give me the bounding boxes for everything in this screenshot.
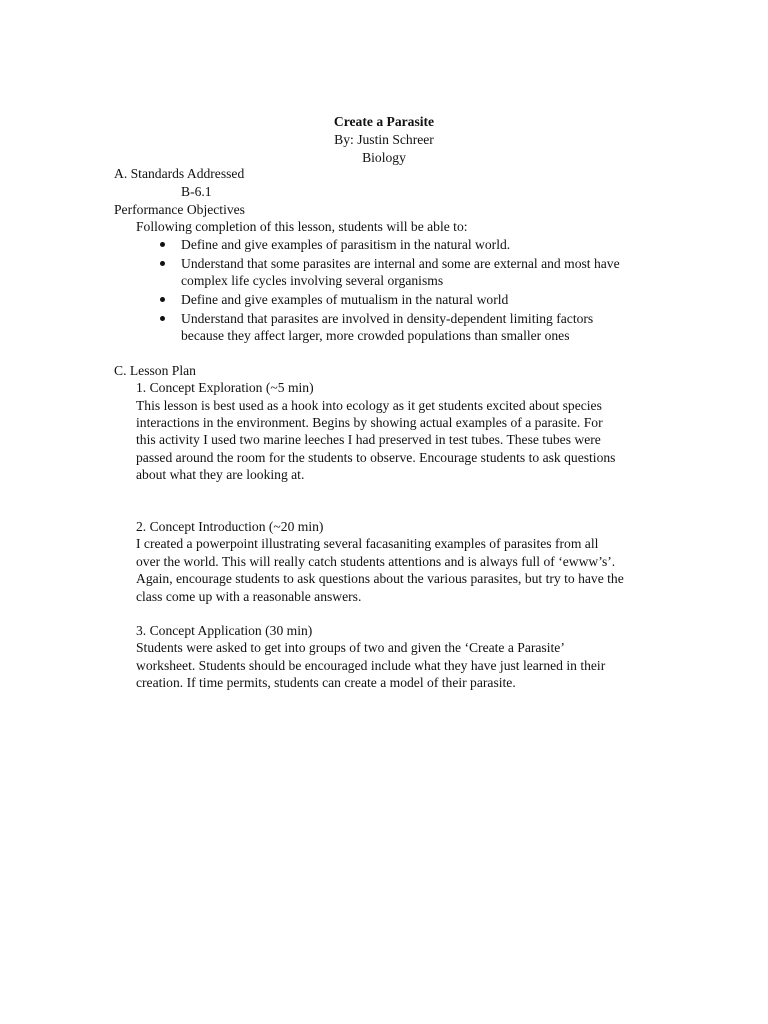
section-1-heading: 1. Concept Exploration (~5 min) (136, 380, 314, 395)
section-3-line: Students were asked to get into groups of two and given the ‘Create a Parasite’ (136, 640, 565, 655)
lesson-plan-heading: C. Lesson Plan (114, 363, 196, 378)
section-2-heading: 2. Concept Introduction (~20 min) (136, 519, 324, 534)
section-1-line: This lesson is best used as a hook into ecology as it get students excited about species (136, 398, 602, 413)
section-3-heading: 3. Concept Application (30 min) (136, 623, 313, 638)
standards-heading: A. Standards Addressed (114, 166, 245, 181)
objectives-intro: Following completion of this lesson, students will be able to: (136, 219, 468, 234)
bullet-icon (160, 261, 165, 266)
section-3-line: worksheet. Students should be encouraged include what they have just learned in their (136, 658, 606, 673)
section-1-line: passed around the room for the students to observe. Encourage students to ask questions (136, 450, 616, 465)
bullet-icon (160, 316, 165, 321)
document-title: Create a Parasite (333, 114, 435, 129)
section-3-line: creation. If time permits, students can create a model of their parasite. (136, 675, 516, 690)
section-1-line: this activity I used two marine leeches I had preserved in test tubes. These tubes were (136, 432, 601, 447)
objective-item-4-continued: because they affect larger, more crowded populations than smaller ones (181, 328, 570, 343)
section-1-line: interactions in the environment. Begins by showing actual examples of a parasite. For (136, 415, 603, 430)
objectives-heading: Performance Objectives (114, 202, 245, 217)
section-2-line: class come up with a reasonable answers. (136, 589, 362, 604)
objective-item-4: Understand that parasites are involved in density-dependent limiting factors (181, 311, 594, 326)
section-2-line: over the world. This will really catch students attentions and is always full of ‘ewww’s’. (136, 554, 616, 569)
section-2-line: I created a powerpoint illustrating several facasaniting examples of parasites from all (136, 536, 599, 551)
objective-item-3: Define and give examples of mutualism in the natural world (181, 292, 509, 307)
bullet-icon (160, 242, 165, 247)
objective-item-2-continued: complex life cycles involving several organisms (181, 273, 444, 288)
objective-item-2: Understand that some parasites are internal and some are external and most have (181, 256, 620, 271)
section-2-line: Again, encourage students to ask questions about the various parasites, but try to have the (136, 571, 624, 586)
objective-item-1: Define and give examples of parasitism in the natural world. (181, 237, 511, 252)
subject-line: Biology (362, 150, 406, 165)
author-line: By: Justin Schreer (334, 132, 434, 147)
standards-code: B-6.1 (181, 184, 212, 199)
bullet-icon (160, 297, 165, 302)
section-1-line: about what they are looking at. (136, 467, 305, 482)
